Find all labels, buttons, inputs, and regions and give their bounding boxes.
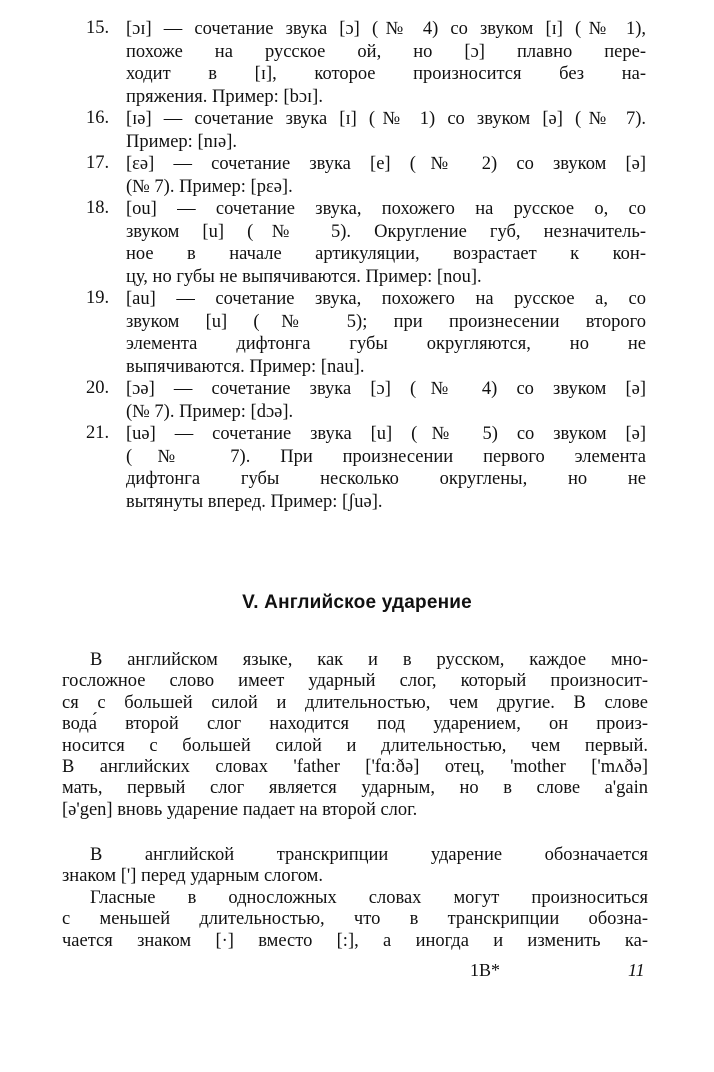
item-number: 19.: [86, 288, 110, 308]
item-text: [126, 153, 646, 198]
item-number: 17.: [86, 153, 110, 173]
item-number: 21.: [86, 423, 110, 443]
text-line: с меньшей длительностью, что в транскрипции обозна-: [62, 909, 648, 930]
text-line: ходит в [ɪ], которое произносится без на-: [126, 64, 646, 84]
item-number: 15.: [86, 18, 110, 38]
paragraph: [62, 845, 648, 888]
text-line: выпячиваются. Пример: [nau].: [126, 356, 365, 377]
text-line: [ou] — сочетание звука, похожего на русское о, со: [126, 199, 646, 219]
text-line: госложное слово имеет ударный слог, который произносит-: [62, 671, 648, 692]
text-line: носится с большей силой и длительностью, чем первый.: [62, 735, 648, 756]
section-heading: V. Английское ударение: [242, 592, 472, 613]
text-line: [ɪə] — сочетание звука [ɪ] (№ 1) со звуком [ə] (№ 7).: [126, 109, 646, 129]
text-line: звуком [u] (№ 5); при произнесении второго: [126, 311, 646, 332]
text-line: элемента дифтонга губы округляются, но не: [126, 334, 646, 354]
item-text: [126, 288, 646, 378]
text-line: Гласные в односложных словах могут произноситься: [90, 888, 648, 908]
text-line: [ɔɪ] — сочетание звука [ɔ] (№ 4) со звуком [ɪ] (№ 1),: [126, 19, 646, 39]
text-line: [ə'gen] вновь ударение падает на второй слог.: [62, 799, 418, 820]
item-text: [126, 423, 646, 513]
printer-signature: 1В*: [470, 960, 501, 980]
item-number: 20.: [86, 378, 110, 398]
item-text: [126, 198, 646, 288]
paragraph: [62, 888, 648, 952]
item-text: [126, 378, 646, 423]
text-line: (№ 7). Пример: [pɛə].: [126, 176, 293, 197]
item-number: 18.: [86, 198, 110, 218]
text-line: мать, первый слог является ударным, но в слове a'gain: [62, 778, 648, 799]
text-line: чается знаком [·] вместо [:], а иногда и изменить ка-: [62, 930, 648, 951]
text-line: [ɛə] — сочетание звука [e] (№ 2) со звуком [ə]: [126, 154, 646, 174]
text-line: цу, но губы не выпячиваются. Пример: [nou].: [126, 266, 482, 287]
page-number: 11: [628, 960, 645, 980]
text-line: (№ 7). Пример: [dɔə].: [126, 401, 294, 422]
text-line: похоже на русское ой, но [ɔ] плавно пере-: [126, 41, 646, 62]
text-line: [uə] — сочетание звука [u] (№ 5) со звуком [ə]: [126, 424, 646, 444]
item-text: [126, 108, 646, 153]
item-number: 16.: [86, 108, 110, 128]
text-line: ся с большей силой и длительностью, чем другие. В слове: [62, 692, 648, 713]
paragraph: [62, 650, 648, 821]
text-line: звуком [u] (№ 5). Округление губ, незначитель-: [126, 221, 646, 242]
text-line: В английской транскрипции ударение обозначается: [90, 845, 648, 865]
item-text: [126, 18, 646, 108]
text-line: дифтонга губы несколько округлены, но не: [126, 469, 646, 489]
text-line: вытянуты вперед. Пример: [ʃuə].: [126, 491, 383, 512]
text-line: вода́ второй слог находится под ударением, он произ-: [62, 714, 648, 735]
text-line: Пример: [nɪə].: [126, 131, 237, 152]
text-line: (№ 7). При произнесении первого элемента: [126, 446, 646, 467]
text-line: знаком ['] перед ударным слогом.: [62, 866, 324, 887]
text-line: [au] — сочетание звука, похожего на русское а, со: [126, 289, 646, 309]
text-line: В английских словах 'father ['fɑːðə] отец, 'mother ['mʌðə]: [62, 756, 648, 777]
text-line: пряжения. Пример: [bɔɪ].: [126, 86, 323, 107]
text-line: В английском языке, как и в русском, каждое мно-: [90, 650, 648, 670]
text-line: [ɔə] — сочетание звука [ɔ] (№ 4) со звуком [ə]: [126, 379, 646, 399]
text-line: ное в начале артикуляции, возрастает к кон-: [126, 244, 646, 264]
